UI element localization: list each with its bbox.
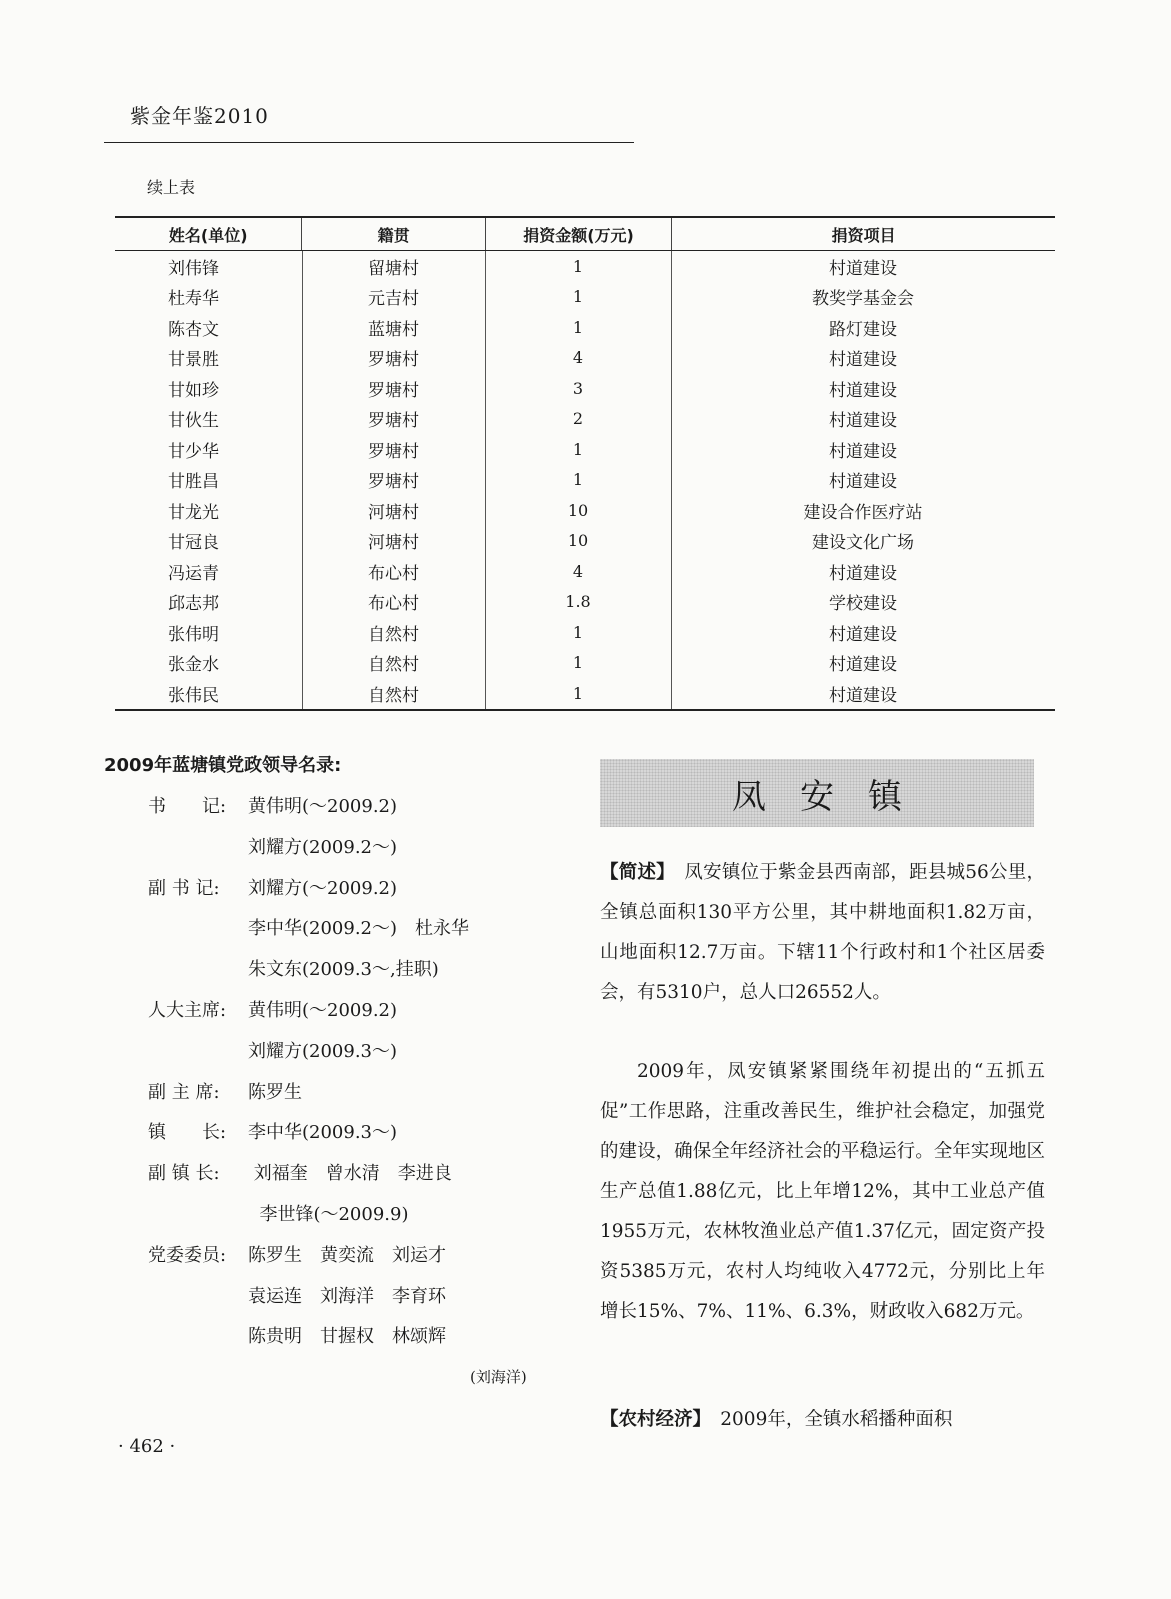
cell-name: 甘龙光 — [168, 502, 219, 523]
cell-amount: 1 — [572, 317, 584, 337]
table-row — [115, 282, 1055, 313]
cell-amount: 1 — [572, 622, 584, 642]
cell-origin: 河塘村 — [368, 502, 419, 523]
cell-amount: 1 — [572, 470, 584, 490]
page-number: · 462 · — [118, 1436, 176, 1457]
section-banner — [600, 759, 1034, 827]
cell-origin: 自然村 — [368, 685, 419, 706]
table-row — [115, 526, 1055, 557]
leader-role: 书 记: — [148, 796, 227, 817]
leader-names: 李中华(2009.3～) — [248, 1122, 398, 1144]
cell-name: 冯运青 — [168, 563, 219, 584]
leader-names: 黄伟明(～2009.2) — [248, 1000, 398, 1021]
leader-role: 副 镇 长: — [148, 1163, 220, 1185]
rural-economy-tag: 【农村经济】 — [600, 1409, 702, 1430]
column-header-name: 姓名(单位) — [168, 225, 248, 245]
table-row — [115, 343, 1055, 374]
rural-economy-paragraph — [600, 1400, 1045, 1440]
cell-origin: 河塘村 — [368, 533, 419, 554]
cell-origin: 元吉村 — [368, 289, 419, 310]
table-row — [115, 556, 1055, 587]
cell-origin: 留塘村 — [368, 258, 419, 279]
table-header-row — [115, 216, 1055, 251]
cell-project: 村道建设 — [829, 380, 897, 401]
cell-project: 村道建设 — [829, 411, 897, 432]
cell-origin: 罗塘村 — [368, 411, 419, 432]
header-rule — [104, 142, 634, 143]
cell-origin: 罗塘村 — [368, 380, 419, 401]
cell-project: 村道建设 — [829, 350, 897, 371]
page-header-title: 紫金年鉴2010 — [130, 104, 269, 128]
cell-name: 张伟民 — [168, 685, 219, 706]
cell-project: 村道建设 — [829, 655, 897, 676]
table-row — [115, 404, 1055, 435]
cell-amount: 10 — [567, 531, 589, 551]
cell-project: 村道建设 — [829, 685, 897, 706]
year-paragraph: 2009年，凤安镇紧紧围绕年初提出的“五抓五促”工作思路，注重改善民生，维护社会稳定，加强党的建设，确保全年经济社会的平稳运行。全年实现地区生产总值1.88亿元，比上年增12%，其中工业总产值1955万元，农林牧渔业总产值1.37亿元，固定资产投资5385万元，农村人均纯收入4772元，分别比上年增长15%、7%、11%、6.3%，财政收入682万元。 — [600, 1061, 1045, 1322]
column-header-amount: 捐资金额(万元) — [485, 218, 671, 250]
cell-name: 刘伟锋 — [168, 258, 219, 279]
leader-role: 党委委员: — [148, 1244, 227, 1266]
table-row — [115, 495, 1055, 526]
cell-name: 甘少华 — [168, 441, 219, 462]
table-row — [115, 251, 1055, 282]
leader-names: 刘福奎 曾水清 李进良 — [248, 1163, 452, 1185]
leader-names: 袁运连 刘海洋 李育环 — [248, 1285, 446, 1307]
cell-name: 张伟明 — [168, 624, 219, 645]
cell-name: 邱志邦 — [168, 594, 219, 615]
cell-project: 建设文化广场 — [812, 533, 914, 554]
cell-project: 教奖学基金会 — [812, 289, 914, 310]
cell-amount: 10 — [567, 500, 589, 520]
cell-project: 村道建设 — [829, 624, 897, 645]
cell-origin: 布心村 — [368, 563, 419, 584]
section-title: 凤安镇 — [732, 776, 936, 817]
column-header-project: 捐资项目 — [671, 218, 1055, 250]
cell-name: 甘胜昌 — [168, 472, 219, 493]
leader-names: 陈罗生 黄奕流 刘运才 — [248, 1244, 446, 1266]
leader-role: 镇 长: — [148, 1122, 227, 1144]
cell-project: 村道建设 — [829, 563, 897, 584]
cell-amount: 1 — [572, 683, 584, 703]
table-row — [115, 617, 1055, 648]
leader-role: 人大主席: — [148, 1000, 227, 1021]
table-body — [115, 251, 1055, 709]
cell-amount: 4 — [572, 561, 584, 581]
cell-amount: 3 — [572, 378, 584, 398]
cell-project: 学校建设 — [829, 594, 897, 615]
leader-names: 陈贵明 甘握权 林颂辉 — [248, 1326, 446, 1348]
author-credit: (刘海洋) — [470, 1368, 527, 1386]
cell-name: 甘如珍 — [168, 380, 219, 401]
leader-names: 黄伟明(～2009.2) — [248, 796, 398, 817]
cell-origin: 罗塘村 — [368, 441, 419, 462]
leader-names: 朱文东(2009.3～,挂职) — [248, 959, 439, 981]
cell-name: 张金水 — [168, 655, 219, 676]
leader-names: 李世锋(～2009.9) — [248, 1204, 409, 1225]
leader-names: 刘耀方(～2009.2) — [248, 877, 398, 899]
cell-amount: 2 — [572, 409, 584, 429]
column-header-origin: 籍贯 — [301, 218, 484, 250]
table-row — [115, 434, 1055, 465]
table-row — [115, 312, 1055, 343]
leader-role: 副 主 席: — [148, 1081, 220, 1103]
leader-names: 刘耀方(2009.2～) — [248, 836, 398, 858]
rural-economy-text: 2009年，全镇水稻播种面积 — [701, 1409, 953, 1430]
cell-origin: 罗塘村 — [368, 350, 419, 371]
table-continuation-label: 续上表 — [147, 178, 196, 197]
cell-name: 甘冠良 — [168, 533, 219, 554]
cell-amount: 4 — [572, 348, 584, 368]
cell-project: 路灯建设 — [829, 319, 897, 340]
cell-origin: 自然村 — [368, 624, 419, 645]
leader-role: 副 书 记: — [148, 877, 220, 899]
summary-tag: 【简述】 — [600, 862, 666, 883]
cell-origin: 自然村 — [368, 655, 419, 676]
cell-amount: 1 — [572, 256, 584, 276]
summary-paragraph — [600, 853, 1045, 1013]
cell-name: 甘伙生 — [168, 411, 219, 432]
cell-name: 杜寿华 — [168, 289, 219, 310]
cell-name: 陈杏文 — [168, 319, 219, 340]
cell-amount: 1 — [572, 653, 584, 673]
table-row — [115, 678, 1055, 709]
cell-project: 村道建设 — [829, 258, 897, 279]
table-row — [115, 373, 1055, 404]
leader-names: 陈罗生 — [248, 1081, 302, 1103]
cell-amount: 1 — [572, 287, 584, 307]
cell-project: 村道建设 — [829, 441, 897, 462]
donation-table — [115, 216, 1055, 711]
table-row — [115, 587, 1055, 618]
cell-origin: 蓝塘村 — [368, 319, 419, 340]
cell-project: 建设合作医疗站 — [803, 502, 923, 523]
cell-name: 甘景胜 — [168, 350, 219, 371]
leaders-heading: 2009年蓝塘镇党政领导名录: — [104, 755, 342, 776]
summary-text: 凤安镇位于紫金县西南部，距县城56公里，全镇总面积130平方公里，其中耕地面积1.82万亩，山地面积12.7万亩。下辖11个行政村和1个社区居委会，有5310户，总人口26552人。 — [600, 862, 1045, 1003]
table-bottom-rule — [115, 709, 1055, 711]
table-row — [115, 648, 1055, 679]
cell-project: 村道建设 — [829, 472, 897, 493]
cell-origin: 罗塘村 — [368, 472, 419, 493]
table-row — [115, 465, 1055, 496]
cell-origin: 布心村 — [368, 594, 419, 615]
leader-names: 李中华(2009.2～) 杜永华 — [248, 918, 470, 940]
cell-amount: 1 — [572, 439, 584, 459]
leader-names: 刘耀方(2009.3～) — [248, 1040, 398, 1062]
cell-amount: 1.8 — [565, 592, 591, 612]
